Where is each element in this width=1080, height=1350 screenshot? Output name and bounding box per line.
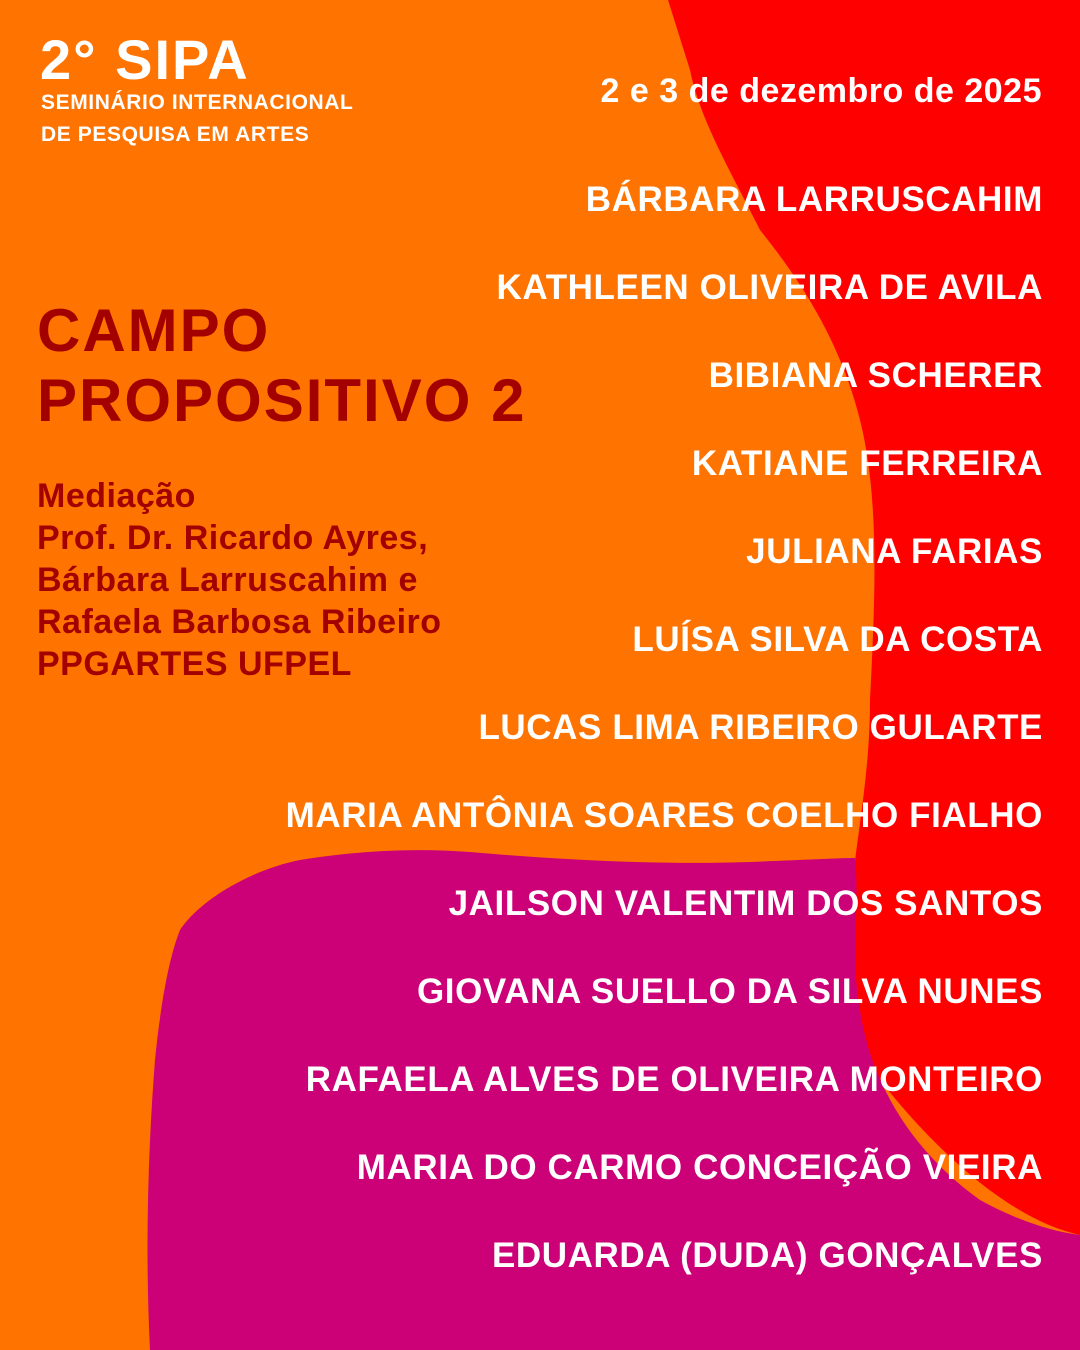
participant-name: RAFAELA ALVES DE OLIVEIRA MONTEIRO xyxy=(305,1060,1043,1099)
participant-name: JAILSON VALENTIM DOS SANTOS xyxy=(448,884,1043,923)
panel-title-line-2: PROPOSITIVO 2 xyxy=(37,367,527,434)
participant-name: KATHLEEN OLIVEIRA DE AVILA xyxy=(496,268,1043,307)
participant-name: LUÍSA SILVA DA COSTA xyxy=(632,620,1043,659)
event-subtitle-line-1: SEMINÁRIO INTERNACIONAL xyxy=(41,91,354,114)
mediation-line-3: Rafaela Barbosa Ribeiro xyxy=(37,603,442,641)
participant-name: JULIANA FARIAS xyxy=(746,532,1043,571)
mediation-line-1: Prof. Dr. Ricardo Ayres, xyxy=(37,519,429,557)
event-date: 2 e 3 de dezembro de 2025 xyxy=(600,72,1042,110)
participant-name: BÁRBARA LARRUSCAHIM xyxy=(585,180,1043,219)
event-logo-title: 2° SIPA xyxy=(40,28,250,91)
mediation-label: Mediação xyxy=(37,477,196,515)
panel-title-line-1: CAMPO xyxy=(37,297,271,364)
participant-name: MARIA DO CARMO CONCEIÇÃO VIEIRA xyxy=(356,1148,1043,1187)
participant-name: KATIANE FERREIRA xyxy=(691,444,1043,483)
event-subtitle-line-2: DE PESQUISA EM ARTES xyxy=(41,123,310,146)
mediation-line-2: Bárbara Larruscahim e xyxy=(37,561,418,599)
participant-name: EDUARDA (DUDA) GONÇALVES xyxy=(491,1236,1043,1275)
participant-name: BIBIANA SCHERER xyxy=(708,356,1043,395)
mediation-line-4: PPGARTES UFPEL xyxy=(37,645,352,683)
participants-list xyxy=(286,178,1043,1322)
participant-name: MARIA ANTÔNIA SOARES COELHO FIALHO xyxy=(285,796,1043,835)
participant-name: GIOVANA SUELLO DA SILVA NUNES xyxy=(416,972,1043,1011)
participant-name: LUCAS LIMA RIBEIRO GULARTE xyxy=(478,708,1043,747)
